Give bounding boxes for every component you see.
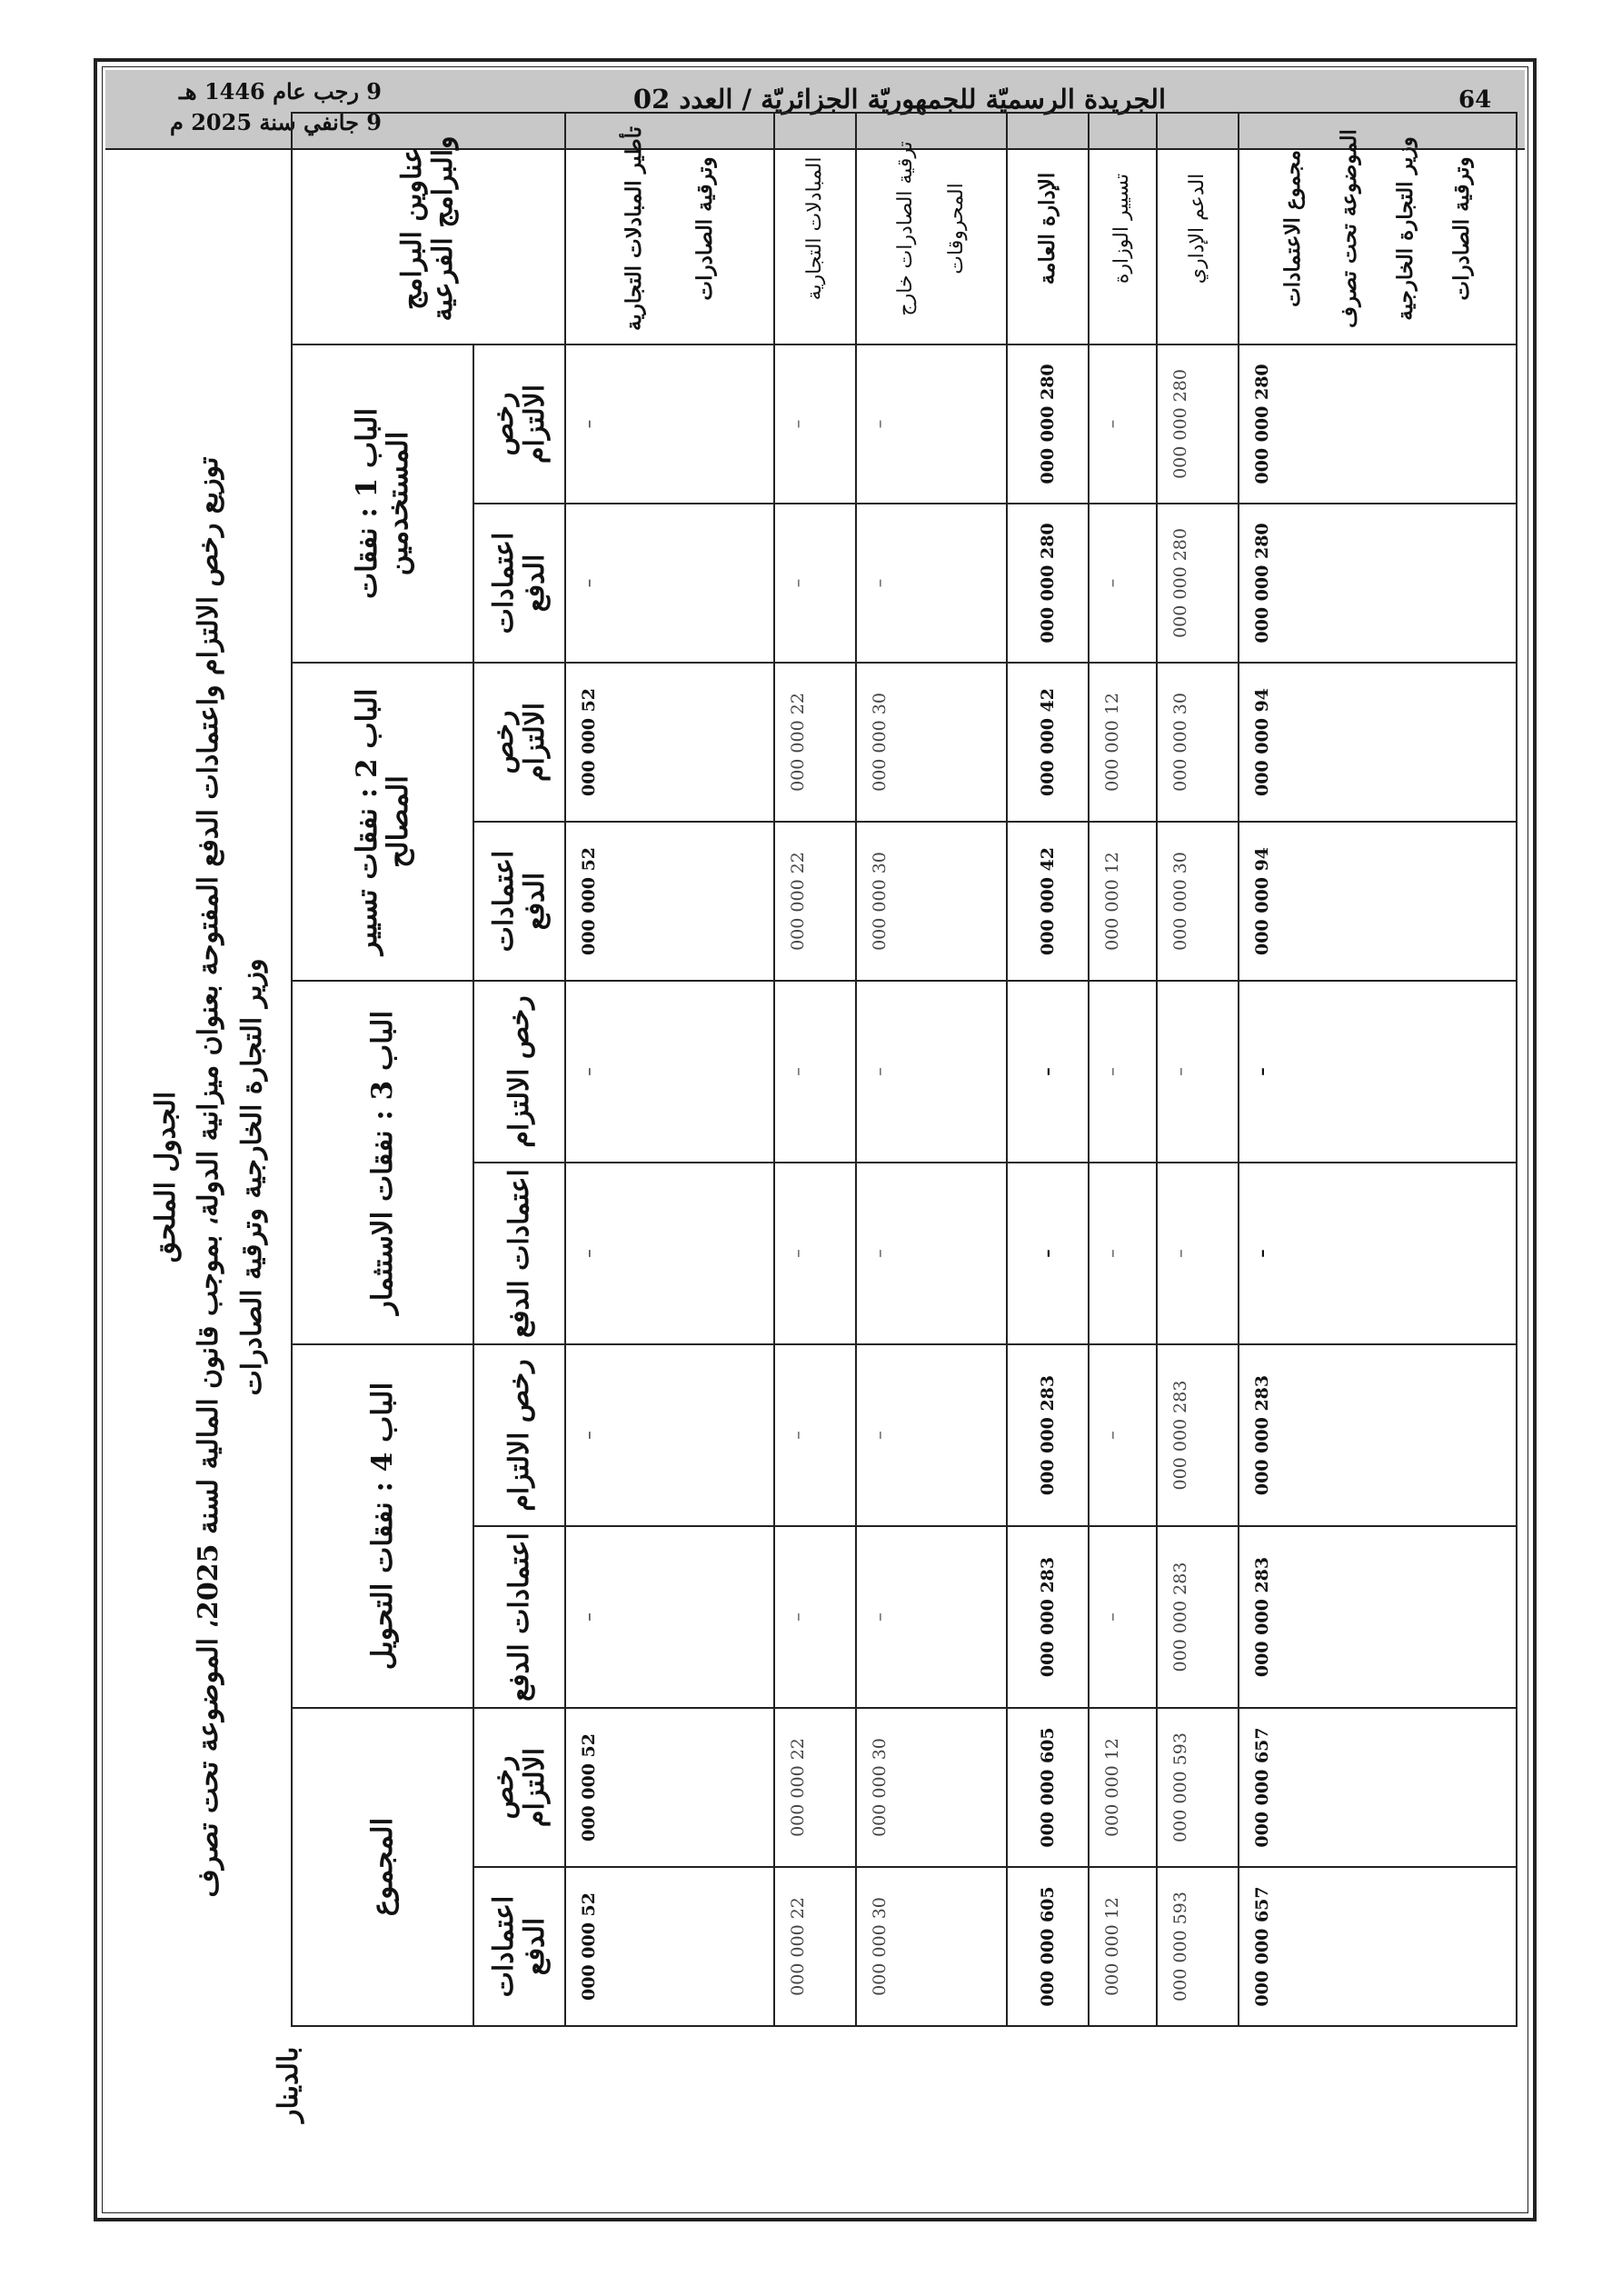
cell-c3-cp: – bbox=[1157, 1163, 1239, 1344]
cell-c3-ae: – bbox=[774, 981, 856, 1163]
row-label: تأطير المبادلات التجارية وترقية الصادرات bbox=[565, 113, 775, 344]
currency-unit: بالدينار bbox=[273, 2046, 304, 2122]
cell-c2-cp: 52 000 000 bbox=[565, 822, 775, 981]
cell-c3-ae: – bbox=[1007, 981, 1089, 1163]
header-c1-commitment: رخص الالتزام bbox=[473, 344, 564, 504]
cell-c1-cp: – bbox=[774, 504, 856, 663]
cell-c1-cp: – bbox=[1089, 504, 1157, 663]
header-total-payment: اعتمادات الدفع bbox=[473, 1867, 564, 2026]
cell-c4-cp: – bbox=[1089, 1526, 1157, 1708]
cell-total-ae: 22 000 000 bbox=[774, 1708, 856, 1867]
header-chapter1: الباب 1 : نفقات المستخدمين bbox=[292, 344, 473, 663]
header-chapter3: الباب 3 : نفقات الاستثمار bbox=[292, 981, 473, 1344]
header-c1-payment: اعتمادات الدفع bbox=[473, 504, 564, 663]
cell-total-cp: 30 000 000 bbox=[856, 1867, 1006, 2026]
cell-total-ae: 52 000 000 bbox=[565, 1708, 775, 1867]
cell-total-ae: 12 000 000 bbox=[1089, 1708, 1157, 1867]
cell-c1-cp: 280 000 000 bbox=[1239, 504, 1517, 663]
row-label: تسيير الوزارة bbox=[1089, 113, 1157, 344]
cell-c3-cp: – bbox=[1089, 1163, 1157, 1344]
credits-table bbox=[291, 112, 1518, 2027]
row-label: المبادلات التجارية bbox=[774, 113, 856, 344]
row-label: مجموع الاعتمادات الموضوعة تحت تصرف وزير التجارة الخارجية وترقية الصادرات bbox=[1239, 113, 1517, 344]
header-c4-payment: اعتمادات الدفع bbox=[473, 1526, 564, 1708]
cell-c1-cp: 280 000 000 bbox=[1157, 504, 1239, 663]
cell-c1-ae: 280 000 000 bbox=[1007, 344, 1089, 504]
cell-c1-ae: – bbox=[856, 344, 1006, 504]
header-chapter4: الباب 4 : نفقات التحويل bbox=[292, 1344, 473, 1708]
table-row bbox=[565, 113, 775, 2026]
cell-c2-ae: 42 000 000 bbox=[1007, 663, 1089, 822]
cell-c4-cp: – bbox=[565, 1526, 775, 1708]
header-c3-commitment: رخص الالتزام bbox=[473, 981, 564, 1163]
cell-total-cp: 593 000 000 bbox=[1157, 1867, 1239, 2026]
row-label: الإدارة العامة bbox=[1007, 113, 1089, 344]
cell-c1-cp: – bbox=[856, 504, 1006, 663]
table-row bbox=[1239, 113, 1517, 2026]
cell-c2-ae: 22 000 000 bbox=[774, 663, 856, 822]
cell-total-cp: 12 000 000 bbox=[1089, 1867, 1157, 2026]
cell-total-ae: 657 000 000 bbox=[1239, 1708, 1517, 1867]
rotated-annex-content bbox=[145, 125, 1536, 2163]
cell-c1-ae: – bbox=[565, 344, 775, 504]
header-c2-payment: اعتمادات الدفع bbox=[473, 822, 564, 981]
cell-total-cp: 22 000 000 bbox=[774, 1867, 856, 2026]
cell-c1-cp: 280 000 000 bbox=[1007, 504, 1089, 663]
cell-total-cp: 657 000 000 bbox=[1239, 1867, 1517, 2026]
cell-c3-ae: – bbox=[1239, 981, 1517, 1163]
cell-c4-ae: 283 000 000 bbox=[1157, 1344, 1239, 1526]
header-c4-commitment: رخص الالتزام bbox=[473, 1344, 564, 1526]
page-number: 64 bbox=[1458, 86, 1492, 114]
cell-c2-ae: 94 000 000 bbox=[1239, 663, 1517, 822]
header-chapter2: الباب 2 : نفقات تسيير المصالح bbox=[292, 663, 473, 981]
cell-c2-ae: 12 000 000 bbox=[1089, 663, 1157, 822]
cell-c4-cp: 283 000 000 bbox=[1239, 1526, 1517, 1708]
cell-c3-ae: – bbox=[856, 981, 1006, 1163]
header-total: المجموع bbox=[292, 1708, 473, 2026]
table-row bbox=[1007, 113, 1089, 2026]
cell-c3-ae: – bbox=[1089, 981, 1157, 1163]
gregorian-date: 9 جانفي سنة 2025 م bbox=[170, 109, 382, 135]
table-row bbox=[1089, 113, 1157, 2026]
cell-c4-ae: – bbox=[774, 1344, 856, 1526]
header-c2-commitment: رخص الالتزام bbox=[473, 663, 564, 822]
header-row-subcolumns bbox=[473, 113, 564, 2026]
gazette-title: الجريدة الرسميّة للجمهوريّة الجزائريّة / العدد 02 bbox=[632, 84, 1167, 115]
cell-total-cp: 52 000 000 bbox=[565, 1867, 775, 2026]
cell-total-cp: 605 000 000 bbox=[1007, 1867, 1089, 2026]
cell-c3-cp: – bbox=[1007, 1163, 1089, 1344]
cell-c3-cp: – bbox=[856, 1163, 1006, 1344]
cell-c2-ae: 30 000 000 bbox=[1157, 663, 1239, 822]
cell-c2-cp: 22 000 000 bbox=[774, 822, 856, 981]
cell-c1-ae: – bbox=[774, 344, 856, 504]
cell-c2-cp: 94 000 000 bbox=[1239, 822, 1517, 981]
cell-c2-cp: 30 000 000 bbox=[1157, 822, 1239, 981]
header-programs: عناوين البرامج والبرامج الفرعية bbox=[292, 113, 565, 344]
cell-c2-cp: 42 000 000 bbox=[1007, 822, 1089, 981]
cell-c2-ae: 30 000 000 bbox=[856, 663, 1006, 822]
cell-total-ae: 605 000 000 bbox=[1007, 1708, 1089, 1867]
cell-c2-ae: 52 000 000 bbox=[565, 663, 775, 822]
cell-c2-cp: 30 000 000 bbox=[856, 822, 1006, 981]
header-total-commitment: رخص الالتزام bbox=[473, 1708, 564, 1867]
table-row bbox=[774, 113, 856, 2026]
cell-c4-cp: 283 000 000 bbox=[1007, 1526, 1089, 1708]
cell-c3-ae: – bbox=[1157, 981, 1239, 1163]
row-label: الدعم الإداري bbox=[1157, 113, 1239, 344]
annex-titles bbox=[145, 191, 274, 2163]
cell-c2-cp: 12 000 000 bbox=[1089, 822, 1157, 981]
cell-c1-cp: – bbox=[565, 504, 775, 663]
row-label: ترقية الصادرات خارج المحروقات bbox=[856, 113, 1006, 344]
cell-c1-ae: 280 000 000 bbox=[1239, 344, 1517, 504]
cell-c3-cp: – bbox=[565, 1163, 775, 1344]
cell-c4-ae: 283 000 000 bbox=[1007, 1344, 1089, 1526]
header-row-groups bbox=[292, 113, 473, 2026]
annex-minister-line: وزير التجارة الخارجية وترقية الصادرات bbox=[236, 958, 268, 1396]
cell-c3-cp: – bbox=[1239, 1163, 1517, 1344]
cell-c4-cp: 283 000 000 bbox=[1157, 1526, 1239, 1708]
table-row bbox=[1157, 113, 1239, 2026]
cell-total-ae: 593 000 000 bbox=[1157, 1708, 1239, 1867]
annex-subtitle: توزيع رخص الالتزام واعتمادات الدفع المفتوحة بعنوان ميزانية الدولة، بموجب قانون المالية لسنة 2025، الموضوعة تحت تصرف bbox=[193, 456, 224, 1898]
cell-total-ae: 30 000 000 bbox=[856, 1708, 1006, 1867]
cell-c4-cp: – bbox=[856, 1526, 1006, 1708]
cell-c4-cp: – bbox=[774, 1526, 856, 1708]
cell-c1-ae: 280 000 000 bbox=[1157, 344, 1239, 504]
annex-title: الجدول الملحق bbox=[150, 1091, 182, 1263]
cell-c4-ae: – bbox=[1089, 1344, 1157, 1526]
cell-c4-ae: – bbox=[856, 1344, 1006, 1526]
table-row bbox=[856, 113, 1006, 2026]
cell-c4-ae: – bbox=[565, 1344, 775, 1526]
cell-c3-ae: – bbox=[565, 981, 775, 1163]
hijri-date: 9 رجب عام 1446 هـ bbox=[178, 78, 382, 105]
cell-c1-ae: – bbox=[1089, 344, 1157, 504]
cell-c4-ae: 283 000 000 bbox=[1239, 1344, 1517, 1526]
header-c3-payment: اعتمادات الدفع bbox=[473, 1163, 564, 1344]
cell-c3-cp: – bbox=[774, 1163, 856, 1344]
